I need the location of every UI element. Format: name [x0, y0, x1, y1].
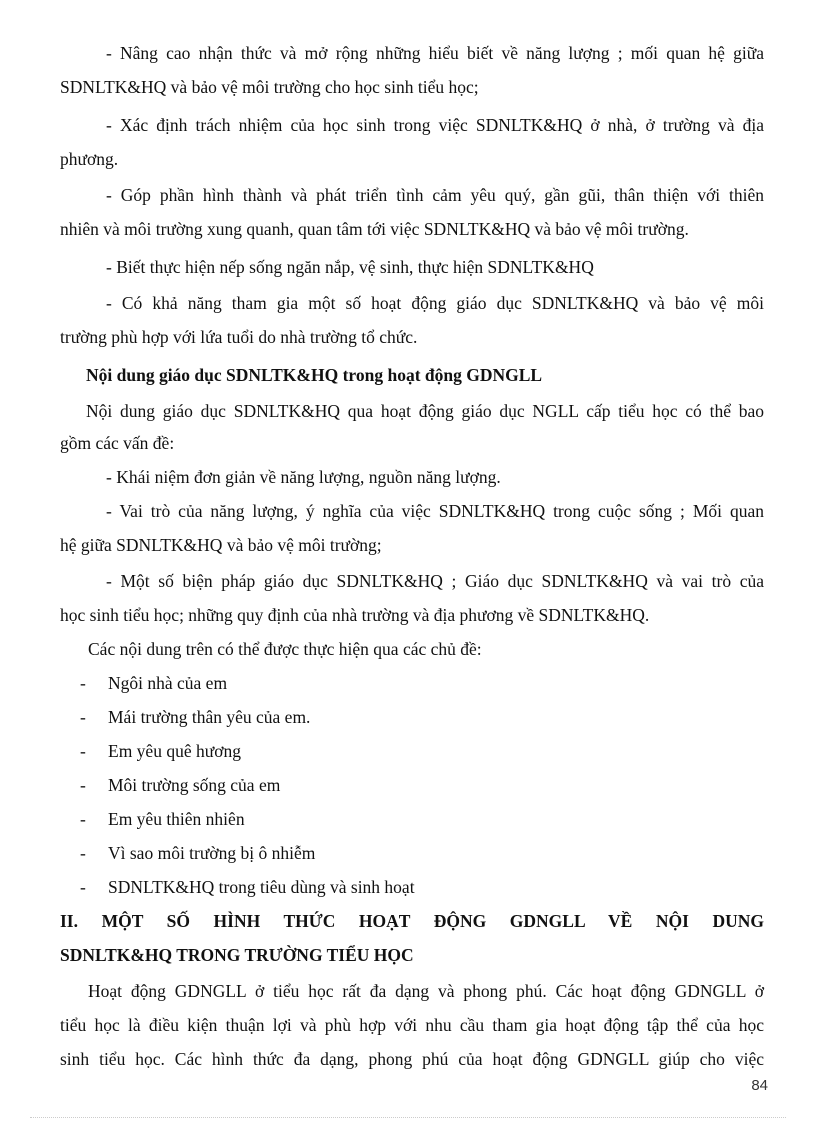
bullet-marker: - — [80, 843, 86, 863]
paragraph-line: Hoạt động GDNGLL ở tiểu học rất đa dạng và phong phú. Các hoạt động GDNGLL ở — [88, 981, 764, 1001]
paragraph-line: - Nâng cao nhận thức và mở rộng những hiểu biết về năng lượng ; mối quan hệ giữa — [106, 43, 764, 63]
paragraph-line: - Một số biện pháp giáo dục SDNLTK&HQ ; Giáo dục SDNLTK&HQ và vai trò của — [106, 571, 764, 591]
section-title: SDNLTK&HQ TRONG TRƯỜNG TIỂU HỌC — [60, 945, 414, 965]
paragraph-line: - Vai trò của năng lượng, ý nghĩa của việc SDNLTK&HQ trong cuộc sống ; Mối quan — [106, 501, 764, 521]
topic-label: Ngôi nhà của em — [108, 673, 228, 693]
bullet-marker: - — [80, 707, 86, 727]
topic-list-item — [80, 672, 680, 694]
paragraph-line: tiểu học là điều kiện thuận lợi và phù hợp với nhu cầu tham gia hoạt động tập thể của học — [60, 1015, 764, 1035]
paragraph-line: phương. — [60, 149, 119, 169]
paragraph-line: - Biết thực hiện nếp sống ngăn nắp, vệ sinh, thực hiện SDNLTK&HQ — [106, 257, 594, 277]
paragraph-line: học sinh tiểu học; những quy định của nhà trường và địa phương về SDNLTK&HQ. — [60, 605, 650, 625]
page-number: 84 — [751, 1077, 768, 1094]
topic-list-item — [80, 774, 680, 796]
bullet-marker: - — [80, 877, 86, 897]
topic-label: Mái trường thân yêu của em. — [108, 707, 311, 727]
paragraph-line: - Góp phần hình thành và phát triển tình cảm yêu quý, gần gũi, thân thiện với thiên — [106, 185, 764, 205]
paragraph-line: Nội dung giáo dục SDNLTK&HQ qua hoạt động giáo dục NGLL cấp tiểu học có thể bao — [86, 401, 764, 421]
topic-label: SDNLTK&HQ trong tiêu dùng và sinh hoạt — [108, 877, 415, 897]
paragraph-line: - Khái niệm đơn giản về năng lượng, nguồn năng lượng. — [106, 467, 501, 487]
paragraph-line: hệ giữa SDNLTK&HQ và bảo vệ môi trường; — [60, 535, 382, 555]
topic-label: Vì sao môi trường bị ô nhiễm — [108, 843, 316, 863]
paragraph-line: SDNLTK&HQ và bảo vệ môi trường cho học sinh tiểu học; — [60, 77, 479, 97]
paragraph-line: nhiên và môi trường xung quanh, quan tâm tới việc SDNLTK&HQ và bảo vệ môi trường. — [60, 219, 689, 239]
content-heading: Nội dung giáo dục SDNLTK&HQ trong hoạt động GDNGLL — [86, 365, 543, 385]
paragraph-line: - Có khả năng tham gia một số hoạt động giáo dục SDNLTK&HQ và bảo vệ môi — [106, 293, 764, 313]
paragraph-line: Các nội dung trên có thể được thực hiện qua các chủ đề: — [88, 639, 482, 659]
paragraph-line: - Xác định trách nhiệm của học sinh trong việc SDNLTK&HQ ở nhà, ở trường và địa — [106, 115, 764, 135]
footer-divider — [30, 1117, 786, 1118]
bullet-marker: - — [80, 673, 86, 693]
topic-list-item — [80, 842, 680, 864]
bullet-marker: - — [80, 775, 86, 795]
paragraph-line: gồm các vấn đề: — [60, 433, 175, 453]
section-title: II. MỘT SỐ HÌNH THỨC HOẠT ĐỘNG GDNGLL VỀ NỘI DUNG — [60, 911, 764, 931]
paragraph-line: sinh tiểu học. Các hình thức đa dạng, phong phú của hoạt động GDNGLL giúp cho việc — [60, 1049, 764, 1069]
paragraph-line: trường phù hợp với lứa tuổi do nhà trường tổ chức. — [60, 327, 418, 347]
topic-label: Em yêu thiên nhiên — [108, 809, 245, 829]
bullet-marker: - — [80, 741, 86, 761]
topic-list-item — [80, 808, 680, 830]
bullet-marker: - — [80, 809, 86, 829]
topic-label: Em yêu quê hương — [108, 741, 241, 761]
topic-label: Môi trường sống của em — [108, 775, 281, 795]
topic-list-item — [80, 740, 680, 762]
topic-list-item — [80, 706, 680, 728]
topic-list-item — [80, 876, 680, 898]
